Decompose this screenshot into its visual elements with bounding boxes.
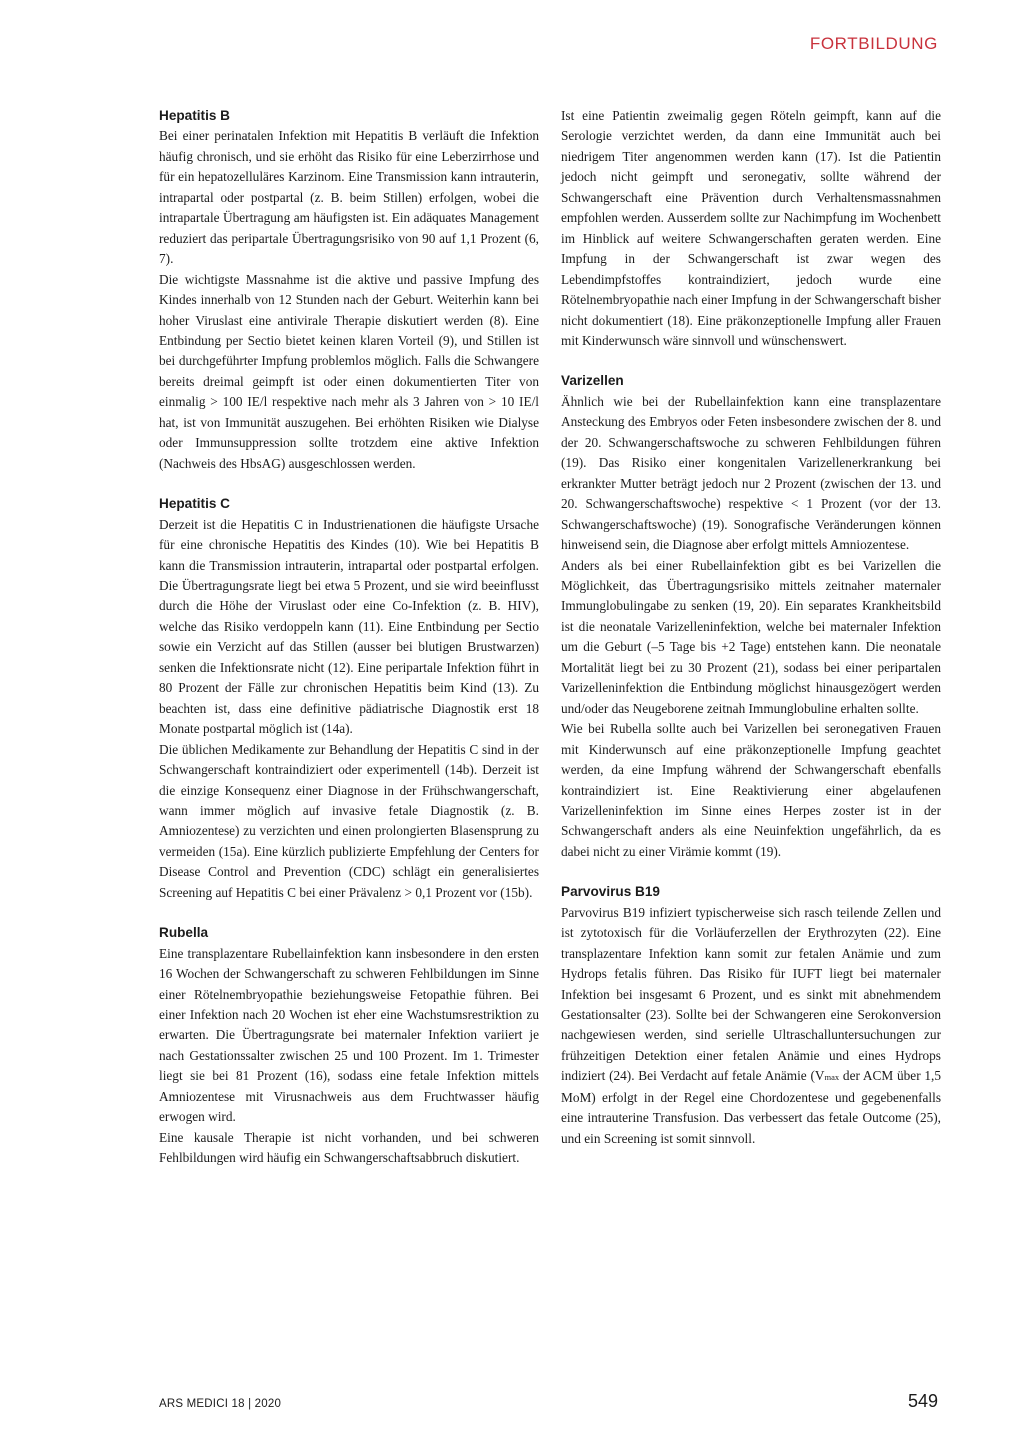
paragraph: Wie bei Rubella sollte auch bei Varizellen bei seronegativen Frauen mit Kinderwunsch auf eine präkonzeptionelle Impfung geachtet werden, da eine Impfung während der Schwangerschaft ebenfalls kontraindiziert ist. Eine Reaktivierung einer abgelaufenen Varizelleninfektion im Sinne eines Herpes zoster ist in der Schwangerschaft anders als eine Neuinfektion ungefährlich, da es dabei nicht zu einer Virämie kommt (19). (561, 721, 941, 859)
heading-hepatitis-b: Hepatitis B (159, 108, 231, 123)
paragraph: Ähnlich wie bei der Rubellainfektion kann eine transplazentare Ansteckung des Embryos oder Feten insbesondere zwischen der 8. und der 20. Schwangerschaftswoche zu schweren Fehlbildungen führen (19). Das Risiko einer kongenitalen Varizellenerkrankung bei erkrankter Mutter beträgt jedoch nur 2 Prozent (zwischen der 13. und 20. Schwangerschaftswoche) respektive < 1 Prozent (vor der 13. Schwangerschaftswoche) (19). Sonografische Veränderungen können hinweisend sein, die Diagnose aber erfolgt mittels Amniozentese. (561, 393, 941, 553)
left-column (159, 106, 539, 1169)
section-label: FORTBILDUNG (809, 34, 938, 53)
page-number: 549 (907, 1391, 938, 1411)
right-column (561, 106, 941, 1149)
subscript: max (824, 1072, 840, 1083)
heading-parvovirus-b19: Parvovirus B19 (561, 884, 660, 900)
paragraph: Die wichtigste Massnahme ist die aktive und passive Impfung des Kindes innerhalb von 12 Stunden nach der Geburt. Weiterhin kann bei hoher Viruslast eine antivirale Therapie diskutiert werden (8). Eine Entbindung per Sectio bietet keinen klaren Vorteil (9), und Stillen ist bei durchgeführter Impfung problemlos möglich. Falls die Schwangere bereits dreimal geimpft ist oder einen dokumentierten Titer von einmalig > 100 IE/l respektive nach mehr als 3 Jahren von > 10 IE/l hat, ist von Immunität auszugehen. Bei erhöhten Risiken wie Dialyse oder Immunsuppression sollte trotzdem eine aktive Infektion (Nachweis des HbsAG) ausgeschlossen werden. (159, 271, 539, 471)
paragraph: Bei einer perinatalen Infektion mit Hepatitis B verläuft die Infektion häufig chronisch, und sie erhöht das Risiko für eine Leberzirrhose und für ein hepatozelluläres Karzinom. Eine Transmission kann intrauterin, intrapartal oder postpartal (z. B. beim Stillen) erfolgen, wobei die intrapartale Übertragung am häufigsten ist. Ein adäquates Management reduziert das peripartale Übertragungsrisiko von 90 auf 1,1 Prozent (6, 7). (159, 128, 539, 267)
heading-rubella: Rubella (159, 925, 209, 941)
paragraph: Die üblichen Medikamente zur Behandlung der Hepatitis C sind in der Schwangerschaft kontraindiziert oder experimentell (14b). Derzeit ist die einzige Konsequenz einer Diagnose in der Frühschwangerschaft, wann immer möglich auf invasive fetale Diagnostik (z. B. Amniozentese) zu verzichten und einen prolongierten Blasensprung zu vermeiden (15a). Eine kürzlich publizierte Empfehlung der Centers for Disease Control and Prevention (CDC) schlägt ein generalisiertes Screening auf Hepatitis C bei einer Prävalenz > 0,1 Prozent vor (15b). (159, 741, 539, 900)
paragraph: Ist eine Patientin zweimalig gegen Röteln geimpft, kann auf die Serologie verzichtet werden, da dann eine Immunität auch bei niedrigem Titer angenommen werden kann (17). Ist die Patientin jedoch nicht geimpft und seronegativ, sollte während der Schwangerschaft eine Prävention durch Verhaltensmassnahmen empfohlen werden. Ausserdem sollte zur Nachimpfung im Wochenbett im Hinblick auf weitere Schwangerschaften geraten werden. Eine Impfung in der Schwangerschaft ist zwar wegen des Lebendimpfstoffes kontraindiziert, jedoch wurde eine Rötelnembryopathie nach einer Impfung in der Schwangerschaft bisher nicht dokumentiert (18). Eine präkonzeptionelle Impfung aller Frauen mit Kinderwunsch wäre sinnvoll und wünschenswert. (561, 108, 941, 348)
paragraph (561, 903, 941, 1149)
paragraph: Derzeit ist die Hepatitis C in Industrienationen die häufigste Ursache für eine chronische Hepatitis des Kindes (10). Wie bei Hepatitis B kann die Transmission intrauterin, intrapartal oder postpartal erfolgen. Die Übertragungsrate liegt bei etwa 5 Prozent, und sie wird beeinflusst durch die Höhe der Viruslast oder eine Co-Infektion (z. B. HIV), welche das Risiko verdoppeln kann (11). Eine Entbindung per Sectio sowie ein Verzicht auf das Stillen (ausser bei blutigen Brustwarzen) senken die Infektionsrate nicht (12). Eine peripartale Infektion führt in 80 Prozent der Fälle zur chronischen Hepatitis beim Kind (13). Zu beachten ist, dass eine definitive pädiatrische Diagnostik erst 18 Monate postpartal möglich ist (14a). (159, 516, 539, 737)
paragraph: Eine kausale Therapie ist nicht vorhanden, und bei schweren Fehlbildungen wird häufig ein Schwangerschaftsabbruch diskutiert. (159, 1129, 539, 1166)
heading-varizellen: Varizellen (561, 373, 624, 389)
paragraph: Eine transplazentare Rubellainfektion kann insbesondere in den ersten 16 Wochen der Schwangerschaft zu schweren Fehlbildungen im Sinne einer Rötelnembryopathie beziehungsweise Fetopathie führen. Bei einer Infektion nach 20 Wochen ist eher eine Wachstumsrestriktion zu erwarten. Die Übertragungsrate bei maternaler Infektion variiert je nach Gestationssalter zwischen 25 und 100 Prozent. Im 1. Trimester liegt sie bei 81 Prozent (16), sodass eine fetale Infektion mittels Amniozentese mit Virusnachweis aus dem Fruchtwasser häufig erwogen wird. (159, 945, 539, 1125)
heading-hepatitis-c: Hepatitis C (159, 496, 231, 512)
text-run: Parvovirus B19 infiziert typischerweise sich rasch teilende Zellen und ist zytotoxisch für die Vorläuferzellen der Erythrozyten (22). Eine transplazentare Infektion kann somit zur fetalen Anämie und zum Hydrops fetalis führen. Das Risiko für IUFT liegt bei maternaler Infektion bei insgesamt 6 Prozent, und es sinkt mit abnehmendem Gestationsalter (23). Sollte bei der Schwangeren eine Serokonversion nachgewiesen werden, sind serielle Ultraschalluntersuchungen zur frühzeitigen Detektion einer fetalen Anämie und eines Hydrops indiziert (24). Bei Verdacht auf fetale Anämie (V (561, 904, 941, 1084)
text-run: der ACM über 1,5 MoM) erfolgt in der Regel eine Chordozentese und gegebenenfalls eine intrauterine Transfusion. Das verbessert das fetale Outcome (25), und ein Screening ist somit sinnvoll. (561, 1068, 942, 1146)
paragraph: Anders als bei einer Rubellainfektion gibt es bei Varizellen die Möglichkeit, das Übertragungsrisiko mittels zeitnaher maternaler Immunglobulingabe zu senken (19, 20). Ein separates Krankheitsbild ist die neonatale Varizelleninfektion, welche bei maternaler Infektion um die Geburt (–5 Tage bis +2 Tage) entstehen kann. Die neonatale Mortalität liegt bei zu 30 Prozent (21), sodass bei einer peripartalen Varizelleninfektion die Entbindung möglichst hinausgezögert werden und/oder das Neugeborene zeitnah Immunglobuline erhalten sollte. (561, 557, 941, 716)
journal-footer: ARS MEDICI 18 | 2020 (159, 1398, 282, 1410)
